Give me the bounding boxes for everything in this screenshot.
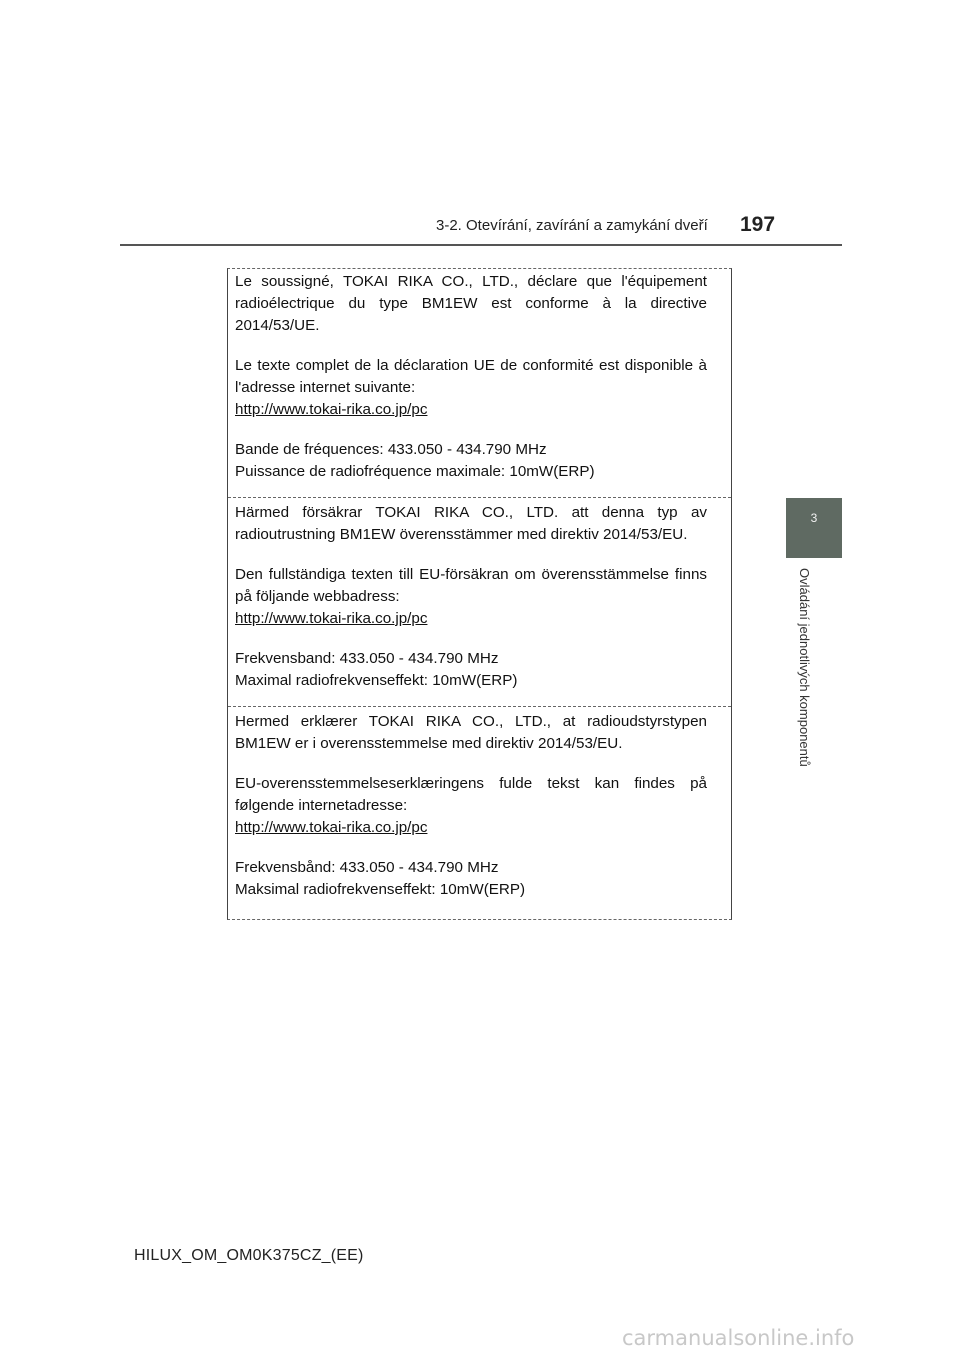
declaration-danish: [235, 711, 707, 901]
page-number: 197: [740, 213, 776, 236]
declaration-statement: Hermed erklærer TOKAI RIKA CO., LTD., at radioudstyrstypen BM1EW er i overensstemmelse med direktiv 2014/53/EU.: [235, 713, 707, 752]
chapter-tab: 3: [786, 498, 842, 558]
max-power: Maximal radiofrekvenseffekt: 10mW(ERP): [235, 672, 518, 689]
section-title: 3-2. Otevírání, zavírání a zamykání dveří: [436, 217, 708, 234]
declaration-availability: Den fullständiga texten till EU-försäkran om överensstämmelse finns på följande webbadress:: [235, 566, 707, 605]
frequency-band: Bande de fréquences: 433.050 - 434.790 MHz: [235, 441, 547, 458]
watermark-text: carmanualsonline.info: [622, 1326, 855, 1350]
max-power: Maksimal radiofrekvenseffekt: 10mW(ERP): [235, 881, 526, 898]
declaration-availability: EU-overensstemmelseserklæringens fulde tekst kan findes på følgende internetadresse:: [235, 775, 707, 814]
manual-code: HILUX_OM_OM0K375CZ_(EE): [134, 1247, 364, 1264]
declaration-box: [227, 268, 732, 920]
max-power: Puissance de radiofréquence maximale: 10mW(ERP): [235, 463, 595, 480]
declaration-statement: Le soussigné, TOKAI RIKA CO., LTD., déclare que l'équipement radioélectrique du type BM1EW est conforme à la directive 2014/53/UE.: [235, 273, 707, 334]
frequency-band: Frekvensbånd: 433.050 - 434.790 MHz: [235, 859, 499, 876]
frequency-band: Frekvensband: 433.050 - 434.790 MHz: [235, 650, 499, 667]
declaration-url-link[interactable]: http://www.tokai-rika.co.jp/pc: [235, 610, 428, 627]
declaration-availability: Le texte complet de la déclaration UE de conformité est disponible à l'adresse internet suivante:: [235, 357, 707, 396]
declaration-url-link[interactable]: http://www.tokai-rika.co.jp/pc: [235, 819, 428, 836]
declaration-french: [235, 271, 707, 483]
header-divider: [120, 244, 842, 246]
declaration-swedish: [235, 502, 707, 692]
section-divider: [228, 706, 731, 707]
declaration-statement: Härmed försäkrar TOKAI RIKA CO., LTD. att denna typ av radioutrustning BM1EW överensstämmer med direktiv 2014/53/EU.: [235, 504, 707, 543]
section-divider: [228, 497, 731, 498]
chapter-title: Ovládání jednotlivých komponentů: [797, 568, 812, 767]
declaration-url-link[interactable]: http://www.tokai-rika.co.jp/pc: [235, 401, 428, 418]
